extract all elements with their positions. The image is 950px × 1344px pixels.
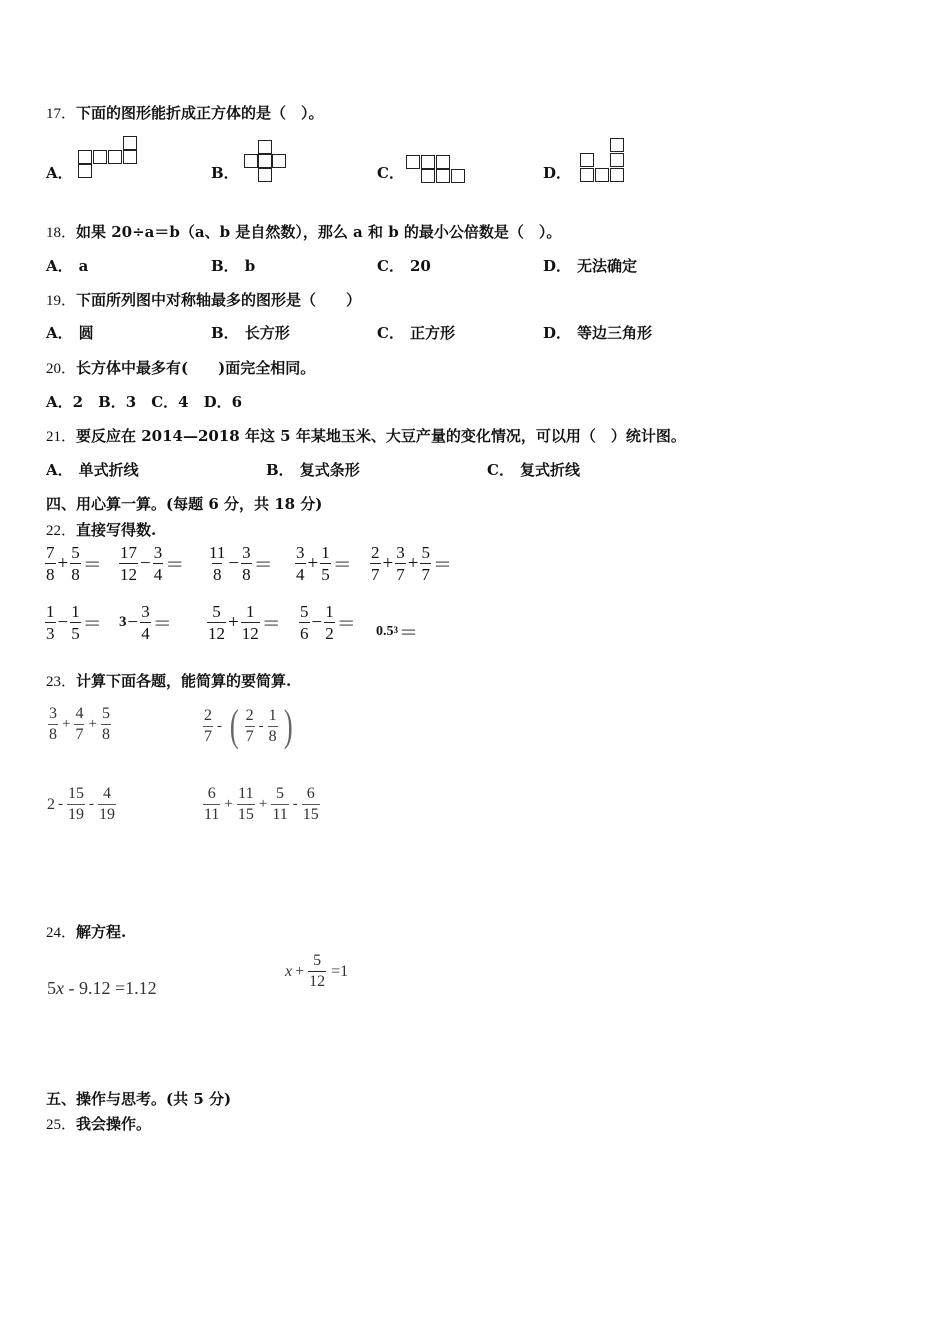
option-d[interactable]: D． 无法确定 bbox=[543, 257, 638, 275]
mental-calc-4: $\frac{3}{4}$ + $\frac{1}{5}$ ＝ bbox=[296, 543, 352, 584]
option-label: C． bbox=[377, 164, 404, 182]
question-number: 19． bbox=[46, 293, 77, 309]
calc-expression-1: $\frac{3}{8}$ + $\frac{4}{7}$ + $\frac{5}{8}$ bbox=[49, 705, 110, 743]
question-number: 23． bbox=[46, 674, 77, 690]
question-stem: 要反应在 2014—2018 年这 5 年某地玉米、大豆产量的变化情况，可以用（ ）统计图。 bbox=[76, 427, 686, 445]
question-24 bbox=[46, 921, 126, 942]
mental-calc-2: $\frac{17}{12}$ − $\frac{3}{4}$ ＝ bbox=[120, 543, 185, 584]
question-stem: 如果 20÷a＝b（a、b 是自然数），那么 a 和 b 的最小公倍数是（ ）。 bbox=[76, 223, 562, 241]
equation-1: 5 x - 9.12 =1.12 bbox=[47, 978, 157, 998]
mental-calc-6: $\frac{1}{3}$ − $\frac{1}{5}$ ＝ bbox=[46, 602, 102, 643]
option-c[interactable]: C． 复式折线 bbox=[487, 461, 580, 479]
calc-expression-3: 2 - $\frac{15}{19}$ - $\frac{4}{19}$ bbox=[47, 785, 115, 823]
question-25 bbox=[46, 1113, 151, 1134]
option-b[interactable] bbox=[211, 162, 239, 183]
question-21 bbox=[46, 425, 686, 446]
question-17 bbox=[46, 102, 324, 123]
question-stem: 直接写得数. bbox=[76, 521, 157, 539]
question-number: 20． bbox=[46, 361, 77, 377]
mental-calc-8: $\frac{5}{12}$ + $\frac{1}{12}$ ＝ bbox=[208, 602, 281, 643]
question-number: 21． bbox=[46, 429, 77, 445]
option-b[interactable]: B． 长方形 bbox=[211, 324, 290, 342]
mental-calc-1: $\frac{7}{8}$ + $\frac{5}{8}$ ＝ bbox=[46, 543, 102, 584]
mental-calc-7: 3 − $\frac{3}{4}$ ＝ bbox=[119, 602, 172, 643]
mental-calc-3: $\frac{11}{8}$ − $\frac{3}{8}$ ＝ bbox=[209, 543, 273, 584]
question-23 bbox=[46, 670, 291, 691]
section-4-title: 四、用心算一算。(每题 6 分，共 18 分) bbox=[46, 495, 323, 513]
question-stem: 我会操作。 bbox=[76, 1115, 152, 1133]
question-19 bbox=[46, 289, 361, 310]
option-c[interactable]: C． 20 bbox=[377, 257, 431, 275]
question-stem: 下面所列图中对称轴最多的图形是（ ） bbox=[76, 291, 362, 309]
mental-calc-10: 0.5 $^3$ ＝ bbox=[376, 623, 419, 644]
calc-expression-2: $\frac{2}{7}$ - ( $\frac{2}{7}$ - $\frac{1}{8}$ ) bbox=[204, 701, 293, 750]
mental-calc-5: $\frac{2}{7}$ + $\frac{3}{7}$ + $\frac{5}{7}$ ＝ bbox=[371, 543, 452, 584]
section-5-title: 五、操作与思考。(共 5 分) bbox=[46, 1090, 232, 1108]
question-22 bbox=[46, 519, 156, 540]
option-label: A． bbox=[46, 164, 73, 182]
question-18 bbox=[46, 221, 561, 242]
option-d[interactable] bbox=[543, 162, 571, 183]
question-20 bbox=[46, 357, 315, 378]
equation-2: x + $\frac{5}{12}$ =1 bbox=[285, 952, 349, 990]
question-number: 17． bbox=[46, 106, 77, 122]
question-number: 25． bbox=[46, 1117, 77, 1133]
option-b[interactable]: B． 复式条形 bbox=[266, 461, 360, 479]
option-d[interactable]: D． 等边三角形 bbox=[543, 324, 653, 342]
option-a[interactable] bbox=[46, 162, 73, 183]
option-a[interactable]: A． 圆 bbox=[46, 324, 94, 342]
mental-calc-9: $\frac{5}{6}$ − $\frac{1}{2}$ ＝ bbox=[300, 602, 356, 643]
option-a[interactable]: A． a bbox=[46, 257, 89, 275]
option-b[interactable]: B． b bbox=[211, 257, 256, 275]
option-a[interactable]: A． 单式折线 bbox=[46, 461, 139, 479]
calc-expression-4: $\frac{6}{11}$ + $\frac{11}{15}$ + $\frac{5}{11}$ - $\frac{6}{15}$ bbox=[204, 785, 319, 823]
question-stem: 长方体中最多有( )面完全相同。 bbox=[76, 359, 316, 377]
question-stem: 解方程. bbox=[76, 923, 127, 941]
question-stem: 计算下面各题，能简算的要简算. bbox=[76, 672, 292, 690]
option-label: B． bbox=[211, 164, 239, 182]
option-label: D． bbox=[543, 164, 572, 182]
question-number: 18． bbox=[46, 225, 77, 241]
options-line[interactable]: A．2 B．3 C．4 D．6 bbox=[46, 393, 243, 411]
question-number: 22． bbox=[46, 523, 77, 539]
question-stem: 下面的图形能折成正方体的是（ ）。 bbox=[76, 104, 324, 122]
option-c[interactable]: C． 正方形 bbox=[377, 324, 455, 342]
question-number: 24． bbox=[46, 925, 77, 941]
option-c[interactable] bbox=[377, 162, 404, 183]
